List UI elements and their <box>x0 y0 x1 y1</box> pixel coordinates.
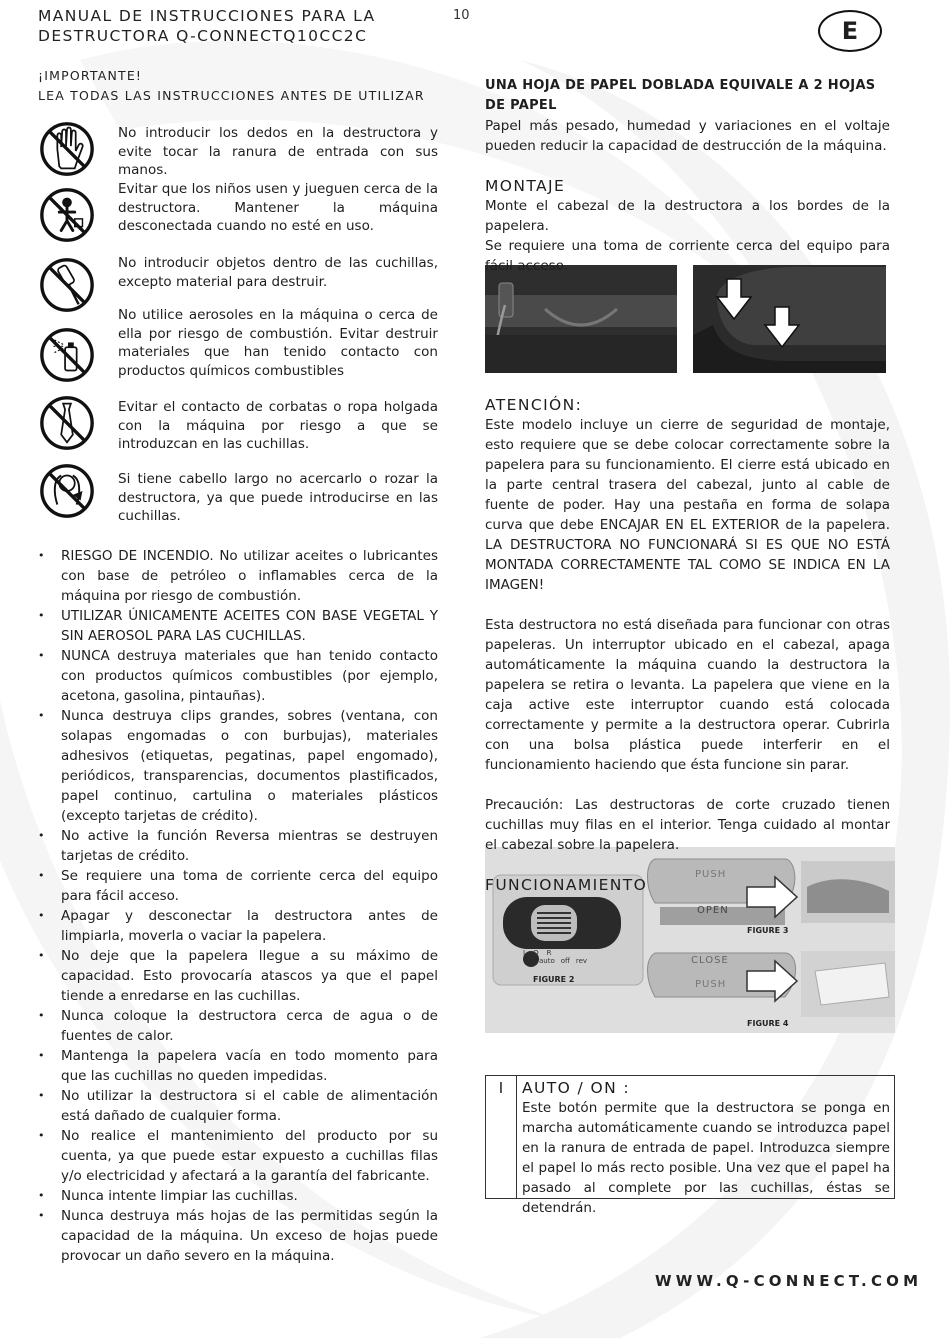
bullet-item: • RIESGO DE INCENDIO. No utilizar aceites o lubricantes con base de petróleo o inflamables cerca de la máquina por riesgo de combustión. <box>38 546 438 606</box>
bullet-item: • No deje que la papelera llegue a su máximo de capacidad. Esto provocaría atascos ya que el papel tiende a enredarse en las cuchillas. <box>38 946 438 1006</box>
right-column <box>485 76 890 276</box>
website-link[interactable]: WWW.Q-CONNECT.COM <box>655 1272 923 1290</box>
switch-sub-label-rev: rev <box>575 957 588 965</box>
switch-sub-label-off: off <box>560 957 570 965</box>
switch-sub-labels <box>539 957 587 965</box>
open-label: OPEN <box>697 905 729 916</box>
bullet-item: • No realice el mantenimiento del producto por su cuenta, ya que puede estar expuesto a cuchillas filas y/o electricidad y afectará a la garantía del fabricante. <box>38 1126 438 1186</box>
bullet-item: • Mantenga la papelera vacía en todo momento para que las cuchillas no queden impedidas. <box>38 1046 438 1086</box>
montaje-photo-left <box>485 265 677 373</box>
warning-text: No introducir los dedos en la destructora y evite tocar la ranura de entrada con sus manos. <box>118 125 438 179</box>
left-column <box>38 66 438 1264</box>
manual-title <box>38 6 376 46</box>
no-children-icon <box>38 186 96 244</box>
warning-text: No utilice aerosoles en la máquina o cerca de ella por riesgo de combustión. Evitar destruir materiales que han tenido contacto con productos químicos combustibles <box>118 307 438 379</box>
bullet-item: • NUNCA destruya materiales que han tenido contacto con productos químicos combustibles (por ejemplo, acetona, gasolina, pintauñas). <box>38 646 438 706</box>
language-badge: E <box>818 10 882 52</box>
figure-4-label: FIGURE 4 <box>747 1019 789 1028</box>
title-line-2: DESTRUCTORA Q-CONNECTQ10CC2C <box>38 27 368 45</box>
bullet-item: • Apagar y desconectar la destructora antes de limpiarla, moverla o vaciar la papelera. <box>38 906 438 946</box>
close-label: CLOSE <box>691 955 729 966</box>
page-number: 10 <box>453 8 470 23</box>
folded-paper-text: Papel más pesado, humedad y variaciones en el voltaje pueden reducir la capacidad de destrucción de la máquina. <box>485 118 890 154</box>
bullet-item: • Se requiere una toma de corriente cerca del equipo para fácil acceso. <box>38 866 438 906</box>
no-aerosol-icon <box>38 326 96 384</box>
warning-text: No introducir objetos dentro de las cuchillas, excepto material para destruir. <box>118 255 438 290</box>
montaje-photo-right <box>693 265 886 373</box>
montaje-heading: MONTAJE <box>485 177 566 195</box>
no-tie-icon <box>38 394 96 452</box>
atencion-paragraph-2: Esta destructora no está diseñada para funcionar con otras papeleras. Un interruptor ubicado en el cabezal, apaga automáticamente la máquina cuando la destructora la papelera se retira o levanta. La papelera que viene en la caja active este interruptor cuando está colocada correctamente y permite a la destructora operar. Cubrirla con una bolsa plástica puede interferir en el funcionamiento haciendo que ésta funcione sin parar. <box>485 617 890 773</box>
switch-sub-label-auto: auto <box>539 957 555 965</box>
bullet-item: • Nunca destruya más hojas de las permitidas según la capacidad de la máquina. Un exceso de hojas puede provocar un daño severo en la máquina. <box>38 1206 438 1266</box>
no-long-hair-icon <box>38 462 96 520</box>
montaje-line-2: Se requiere una toma de corriente cerca del equipo para fácil acceso. <box>485 238 890 274</box>
warning-text: Si tiene cabello largo no acercarlo o rozar la destructora, ya que puede introducirse en las cuchillas. <box>118 471 438 525</box>
bullet-item: • Nunca coloque la destructora cerca de agua o de fuentes de calor. <box>38 1006 438 1046</box>
bullet-item: • Nunca intente limpiar las cuchillas. <box>38 1186 438 1206</box>
bullet-item: • Nunca destruya clips grandes, sobres (ventana, con solapas engomadas o con burbujas), materiales adhesivos (etiquetas, pegatinas, papel engomado), periódicos, transparencias, documentos plastificados, papel continuo, cartulina o materiales plásticos (excepto tarjetas de crédito). <box>38 706 438 826</box>
funcionamiento-heading: FUNCIONAMIENTO <box>485 876 648 894</box>
atencion-heading: ATENCIÓN: <box>485 396 583 414</box>
atencion-paragraph-3: Precaución: Las destructoras de corte cruzado tienen cuchillas muy filas en el interior. Tenga cuidado al montar el cabezal sobre la papelera. <box>485 797 890 853</box>
switch-label-auto: I <box>523 949 526 957</box>
title-line-1: MANUAL DE INSTRUCCIONES PARA LA <box>38 7 376 25</box>
warning-text: Evitar que los niños usen y jueguen cerca de la destructora. Mantener la máquina desconectada cuando no esté en uso. <box>118 181 438 235</box>
atencion-paragraph-1: Este modelo incluye un cierre de seguridad de montaje, esto requiere que se debe colocar correctamente sobre la papelera para su funcionamiento. El cierre está ubicado en la parte central trasera del cabezal, junto al cable de fuente de poder. Hay una pestaña en forma de solapa curva que debe ENCAJAR EN EL EXTERIOR de la papelera. LA DESTRUCTORA NO FUNCIONARÁ SI ES QUE NO ESTÁ MONTADA CORRECTAMENTE TAL COMO SE INDICA EN LA IMAGEN! <box>485 417 890 593</box>
no-objects-icon <box>38 256 96 314</box>
montaje-line-1: Monte el cabezal de la destructora a los bordes de la papelera. <box>485 198 890 234</box>
bullet-item: • No utilizar la destructora si el cable de alimentación está dañado de cualquier forma. <box>38 1086 438 1126</box>
auto-on-text: Este botón permite que la destructora se ponga en marcha automáticamente cuando se introduzca papel en la ranura de entrada de papel. Introduzca siempre el papel lo más recto posible. Una vez que el papel ha pasado al complete por las cuchillas, éstas se detendrán. <box>522 1100 890 1216</box>
safety-bullet-list <box>38 546 438 1266</box>
bullet-item: • UTILIZAR ÚNICAMENTE ACEITES CON BASE VEGETAL Y SIN AEROSOL PARA LAS CUCHILLAS. <box>38 606 438 646</box>
auto-on-box <box>485 1075 895 1216</box>
warning-text: Evitar el contacto de corbatas o ropa holgada con la máquina por riesgo a que se introduzcan en las cuchillas. <box>118 399 438 453</box>
figure-2-label: FIGURE 2 <box>533 975 575 984</box>
push-label-2: PUSH <box>695 979 727 990</box>
read-instructions-heading: LEA TODAS LAS INSTRUCCIONES ANTES DE UTILIZAR <box>38 88 425 103</box>
auto-on-heading: AUTO / ON : <box>522 1079 631 1097</box>
switch-label-rev: R <box>546 949 552 957</box>
figure-3-label: FIGURE 3 <box>747 926 789 935</box>
atencion-section <box>485 395 890 895</box>
folded-paper-heading: UNA HOJA DE PAPEL DOBLADA EQUIVALE A 2 HOJAS DE PAPEL <box>485 78 876 113</box>
switch-label-off: O <box>533 949 539 957</box>
bullet-item: • No active la función Reversa mientras se destruyen tarjetas de crédito. <box>38 826 438 866</box>
push-label: PUSH <box>695 869 727 880</box>
important-heading: ¡IMPORTANTE! <box>38 68 143 83</box>
no-hand-icon <box>38 120 96 178</box>
switch-labels <box>523 949 551 957</box>
auto-on-number: I <box>486 1076 517 1198</box>
